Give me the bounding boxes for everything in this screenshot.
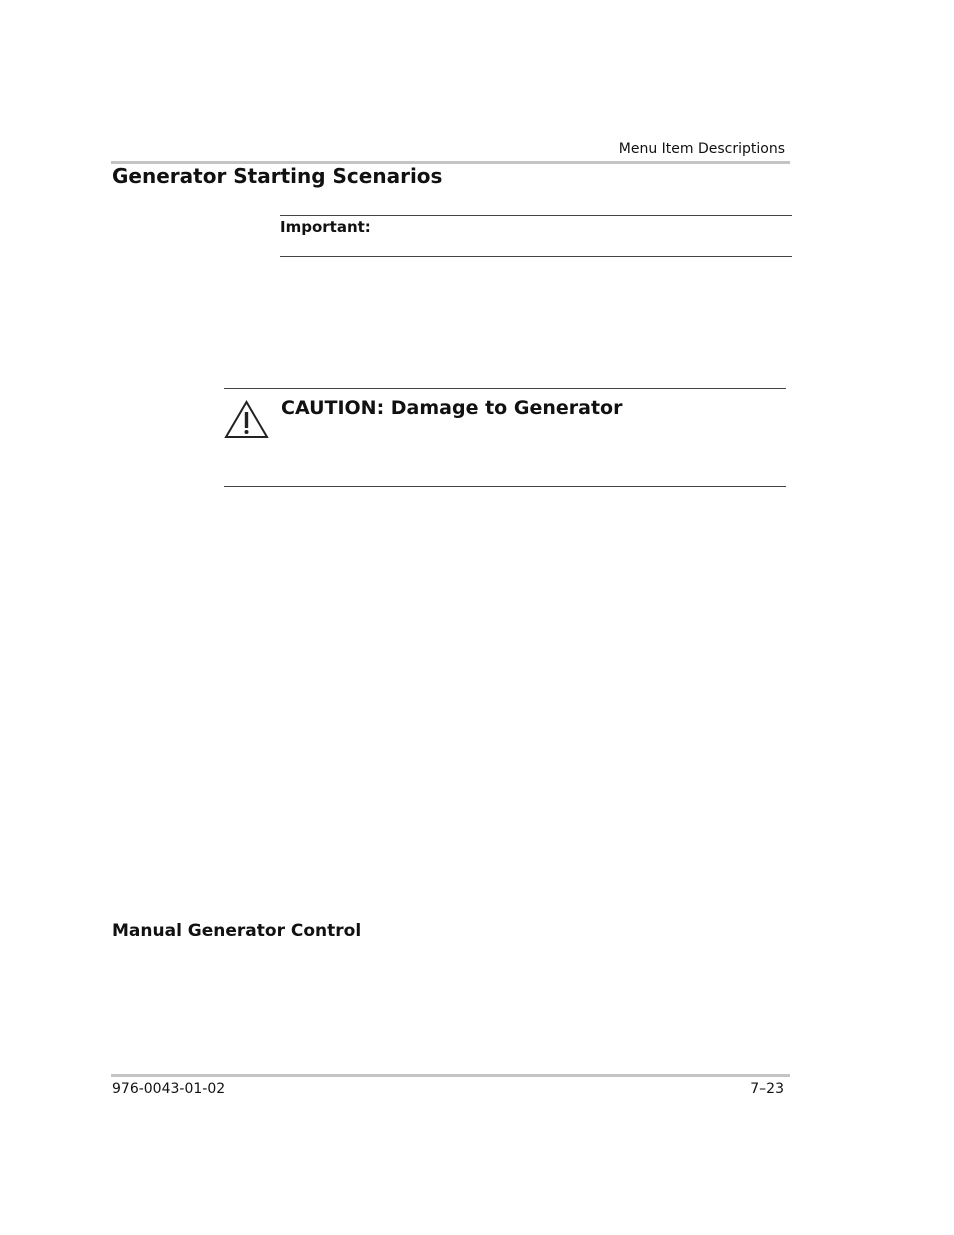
running-header: Menu Item Descriptions — [618, 141, 785, 157]
warning-triangle-icon — [224, 400, 269, 440]
important-top-rule — [280, 215, 792, 216]
page-number: 7–23 — [750, 1081, 784, 1097]
important-bottom-rule — [280, 256, 792, 257]
important-label: Important: — [280, 218, 371, 236]
document-number: 976-0043-01-02 — [112, 1081, 226, 1097]
caution-title: CAUTION: Damage to Generator — [281, 397, 623, 419]
subsection-title: Manual Generator Control — [112, 921, 362, 941]
section-title: Generator Starting Scenarios — [112, 164, 443, 188]
caution-top-rule — [224, 388, 786, 389]
caution-bottom-rule — [224, 486, 786, 487]
footer-rule — [111, 1074, 790, 1077]
